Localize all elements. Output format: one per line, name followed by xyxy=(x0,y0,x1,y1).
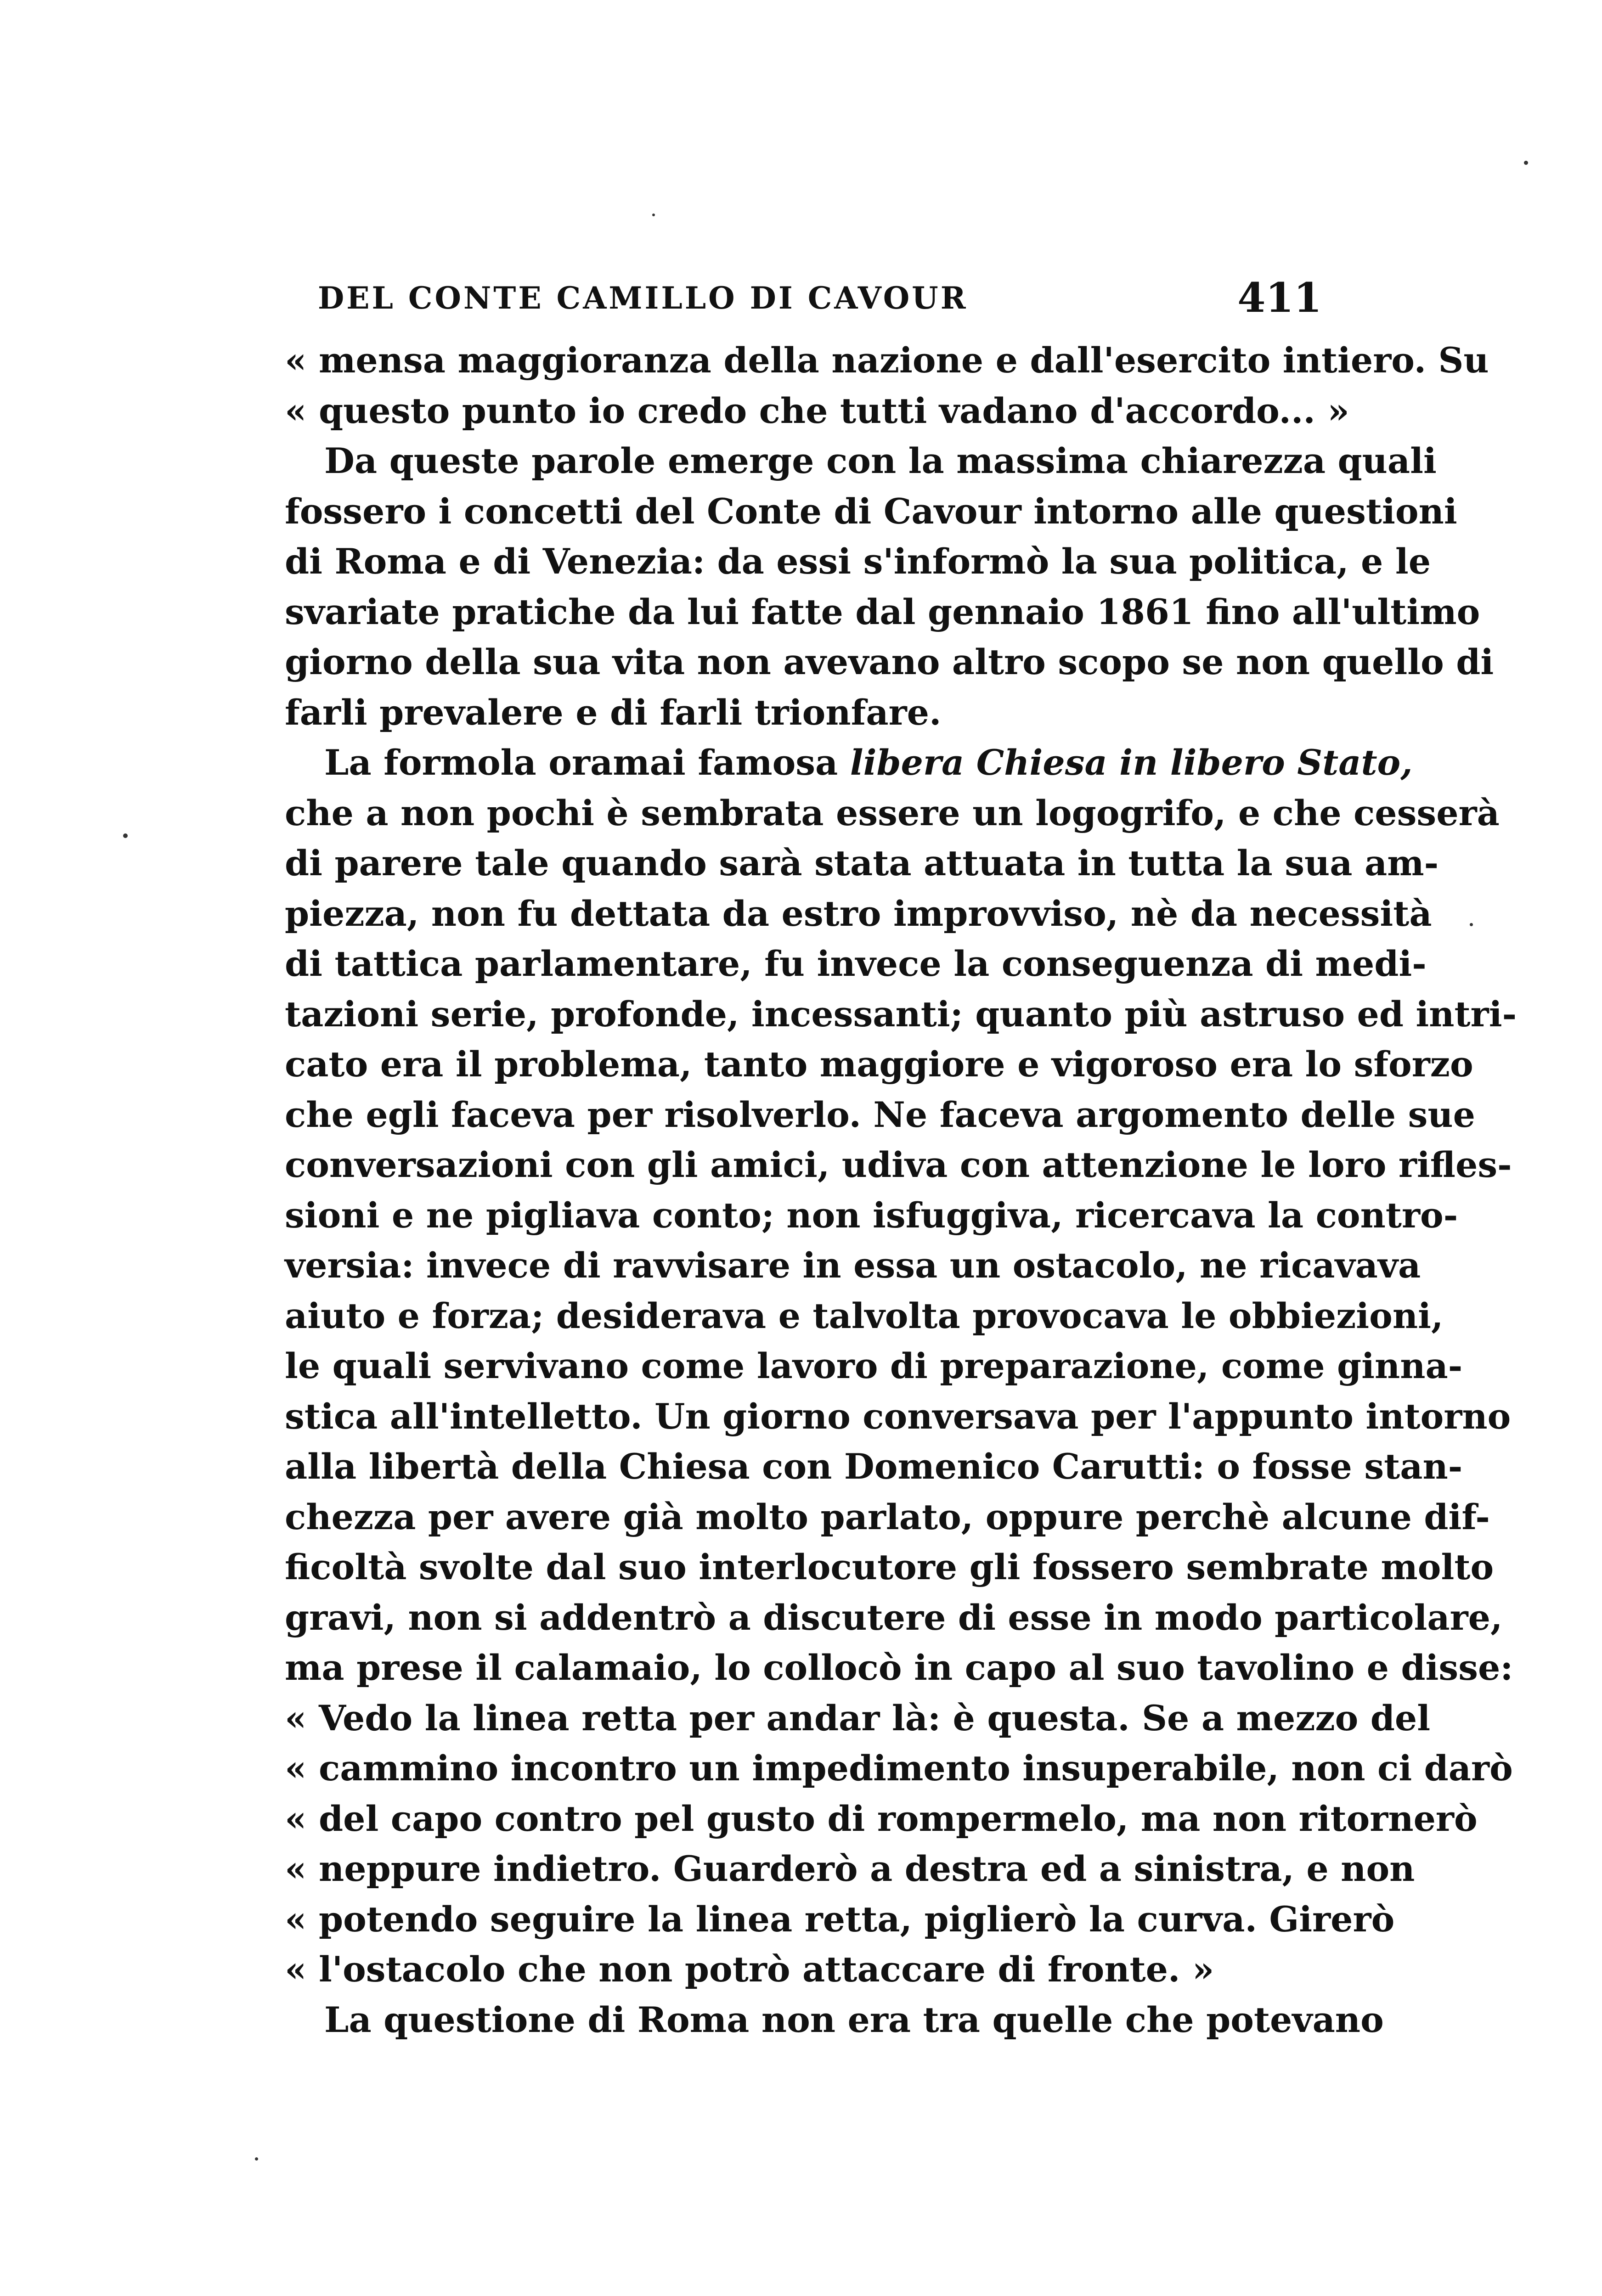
scan-speck xyxy=(123,833,128,838)
line-text: La formola oramai famosa xyxy=(324,742,838,783)
text-line: di tattica parlamentare, fu invece la conseguenza di medi- xyxy=(285,943,1427,984)
body-text xyxy=(285,335,1517,2045)
text-line: giorno della sua vita non avevano altro scopo se non quello di xyxy=(285,642,1494,682)
text-line: cato era il problema, tanto maggiore e vigoroso era lo sforzo xyxy=(285,1044,1473,1085)
text-line: svariate pratiche da lui fatte dal gennaio 1861 fino all'ultimo xyxy=(285,591,1480,632)
quote-line: « cammino incontro un impedimento insuperabile, non ci darò xyxy=(285,1748,1513,1789)
text-line: tazioni serie, profonde, incessanti; quanto più astruso ed intri- xyxy=(285,993,1517,1035)
text-line: sioni e ne pigliava conto; non isfuggiva, ricercava la contro- xyxy=(285,1194,1458,1236)
text-line: stica all'intelletto. Un giorno conversava per l'appunto intorno xyxy=(285,1396,1511,1437)
paragraph-start-line xyxy=(285,737,1413,788)
paragraph-start-line: La questione di Roma non era tra quelle che potevano xyxy=(324,1999,1384,2040)
text-line: di Roma e di Venezia: da essi s'informò la sua politica, e le xyxy=(285,541,1431,582)
text-line: conversazioni con gli amici, udiva con attenzione le loro rifles- xyxy=(285,1144,1512,1185)
text-line: alla libertà della Chiesa con Domenico Carutti: o fosse stan- xyxy=(285,1446,1463,1487)
text-line: aiuto e forza; desiderava e talvolta provocava le obbiezioni, xyxy=(285,1295,1444,1336)
running-title: DEL CONTE CAMILLO DI CAVOUR xyxy=(318,280,968,316)
text-line: fossero i concetti del Conte di Cavour intorno alle questioni xyxy=(285,490,1457,532)
quote-line: « l'ostacolo che non potrò attaccare di fronte. » xyxy=(285,1949,1214,1990)
page-number: 411 xyxy=(1237,274,1322,321)
text-line: chezza per avere già molto parlato, oppure perchè alcune dif- xyxy=(285,1496,1490,1537)
quote-line: « del capo contro pel gusto di rompermelo, ma non ritornerò xyxy=(285,1798,1478,1839)
text-line: gravi, non si addentrò a discutere di esse in modo particolare, xyxy=(285,1597,1503,1638)
quote-line: « Vedo la linea retta per andar là: è questa. Se a mezzo del xyxy=(285,1697,1431,1739)
scan-speck xyxy=(255,2157,258,2161)
text-line: « mensa maggioranza della nazione e dall'esercito intiero. Su xyxy=(285,340,1489,381)
quote-line: « potendo seguire la linea retta, piglierò la curva. Girerò xyxy=(285,1898,1395,1940)
text-line: farli prevalere e di farli trionfare. xyxy=(285,692,942,733)
italic-phrase: libera Chiesa in libero Stato, xyxy=(850,742,1413,783)
running-header xyxy=(318,276,1322,331)
quote-line: « neppure indietro. Guarderò a destra ed a sinistra, e non xyxy=(285,1848,1415,1889)
scan-speck xyxy=(1524,161,1528,165)
scan-speck xyxy=(1470,923,1473,926)
text-line: ma prese il calamaio, lo collocò in capo al suo tavolino e disse: xyxy=(285,1647,1513,1688)
text-line: di parere tale quando sarà stata attuata in tutta la sua am- xyxy=(285,843,1439,884)
text-line: che a non pochi è sembrata essere un logogrifo, e che cesserà xyxy=(285,792,1500,833)
paragraph-start-line: Da queste parole emerge con la massima chiarezza quali xyxy=(324,440,1437,481)
text-line: le quali servivano come lavoro di preparazione, come ginna- xyxy=(285,1345,1463,1386)
text-line: « questo punto io credo che tutti vadano d'accordo... » xyxy=(285,390,1349,431)
text-line: versia: invece di ravvisare in essa un ostacolo, ne ricavava xyxy=(285,1245,1421,1286)
scan-speck xyxy=(652,214,655,216)
text-line: che egli faceva per risolverlo. Ne faceva argomento delle sue xyxy=(285,1094,1475,1135)
text-line: piezza, non fu dettata da estro improvviso, nè da necessità xyxy=(285,893,1432,934)
text-line: ficoltà svolte dal suo interlocutore gli fossero sembrate molto xyxy=(285,1547,1494,1587)
